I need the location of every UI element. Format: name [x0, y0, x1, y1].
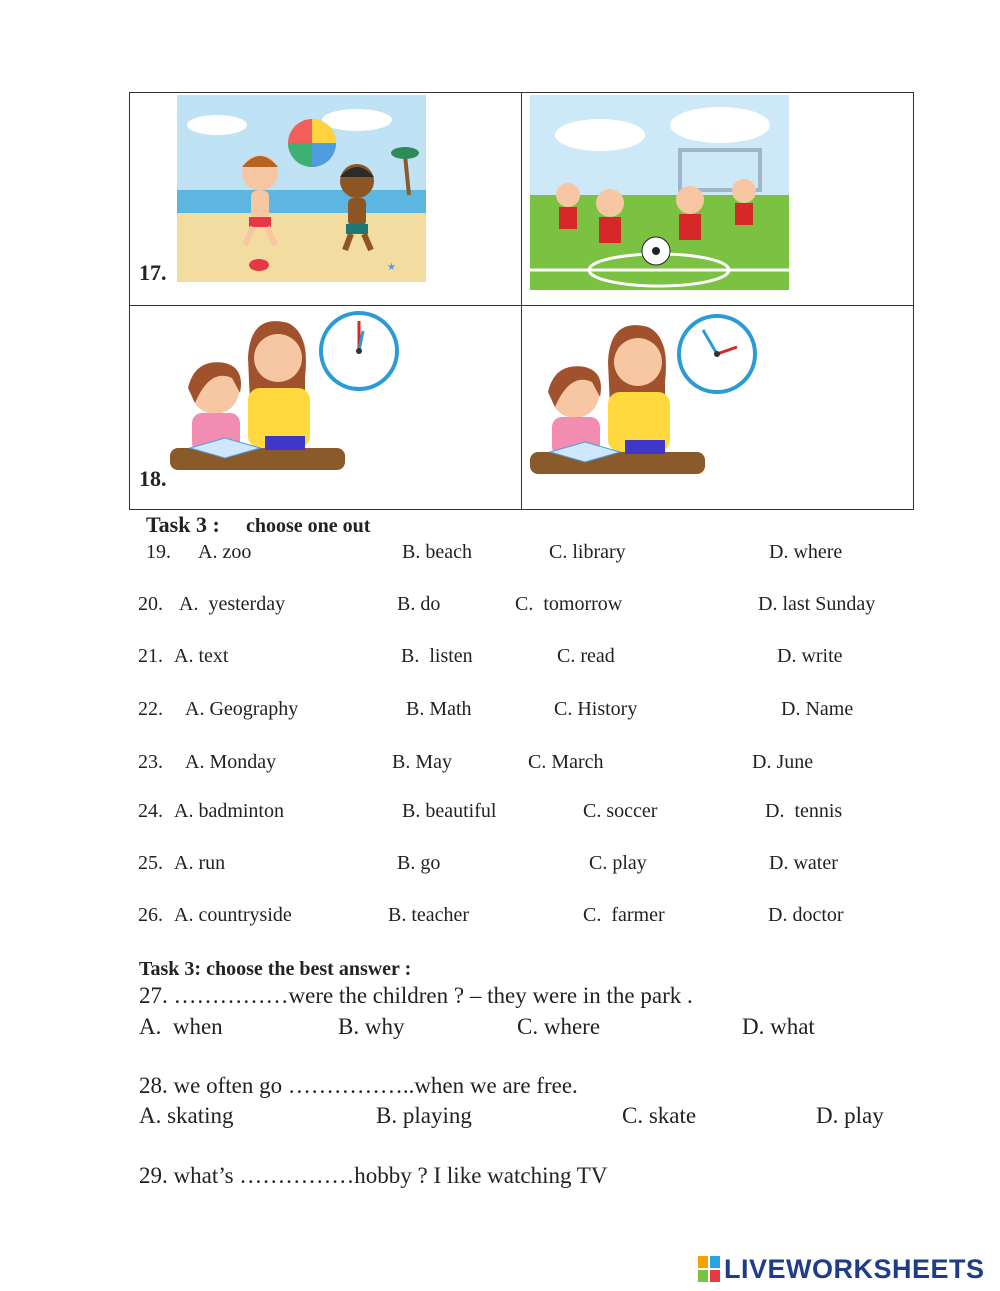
question-18-label: 18.	[139, 466, 167, 491]
q22-option-b: B. Math	[406, 698, 472, 720]
q24-number: 24.	[138, 800, 163, 822]
grid-divider-vertical	[521, 92, 522, 510]
question-17-label: 17.	[139, 260, 167, 285]
q27-option-d: D. what	[742, 1014, 815, 1039]
q29-question: 29. what’s ……………hobby ? I like watching TV	[139, 1163, 608, 1188]
soccer-picture	[530, 95, 789, 290]
task-a-title: Task 3 :	[146, 512, 220, 537]
q27-question: 27. ……………were the children ? – they were in the park .	[139, 983, 693, 1008]
q22-option-a: A. Geography	[185, 698, 299, 720]
q22-option-c: C. History	[554, 698, 638, 720]
q20-number: 20.	[138, 593, 163, 615]
study-picture-right	[530, 312, 760, 492]
q21-option-d: D. write	[777, 645, 843, 667]
grid-divider-horizontal	[129, 305, 914, 306]
q28-question: 28. we often go ……………..when we are free.	[139, 1073, 578, 1098]
q28-option-d: D. play	[816, 1103, 884, 1128]
q26-number: 26.	[138, 904, 163, 926]
study-picture-left	[170, 308, 405, 490]
q27-option-c: C. where	[517, 1014, 601, 1039]
q24-option-b: B. beautiful	[402, 800, 497, 822]
beach-picture	[177, 95, 426, 282]
svg-text:★: ★	[387, 262, 396, 273]
liveworksheets-logo	[698, 1254, 985, 1284]
q19-option-b: B. beach	[402, 541, 472, 563]
task-b-title: Task 3: choose the best answer :	[139, 958, 412, 980]
q20-option-b: B. do	[397, 593, 441, 615]
q28-option-a: A. skating	[139, 1103, 234, 1128]
q26-option-a: A. countryside	[174, 904, 292, 926]
q28-option-c: C. skate	[622, 1103, 697, 1128]
q20-option-d: D. last Sunday	[758, 593, 876, 615]
q23-option-b: B. May	[392, 751, 452, 773]
q22-option-d: D. Name	[781, 698, 854, 720]
q19-option-a: A. zoo	[198, 541, 252, 563]
q24-option-d: D. tennis	[765, 800, 843, 822]
q28-option-b: B. playing	[376, 1103, 472, 1128]
logo-blocks-icon	[698, 1256, 720, 1282]
q27-option-b: B. why	[338, 1014, 405, 1039]
q21-option-a: A. text	[174, 645, 229, 667]
q26-option-d: D. doctor	[768, 904, 844, 926]
brand-name: LIVEWORKSHEETS	[724, 1253, 985, 1284]
q26-option-b: B. teacher	[388, 904, 470, 926]
q25-option-c: C. play	[589, 852, 647, 874]
q21-option-b: B. listen	[401, 645, 473, 667]
q25-option-a: A. run	[174, 852, 226, 874]
q26-option-c: C. farmer	[583, 904, 665, 926]
q25-option-b: B. go	[397, 852, 441, 874]
q25-option-d: D. water	[769, 852, 838, 874]
q25-number: 25.	[138, 852, 163, 874]
q22-number: 22.	[138, 698, 163, 720]
q23-number: 23.	[138, 751, 163, 773]
q21-option-c: C. read	[557, 645, 615, 667]
q19-option-d: D. where	[769, 541, 843, 563]
q20-option-c: C. tomorrow	[515, 593, 623, 615]
task-a-subtitle: choose one out	[246, 515, 371, 537]
q24-option-a: A. badminton	[174, 800, 284, 822]
q23-option-d: D. June	[752, 751, 814, 773]
q19-option-c: C. library	[549, 541, 626, 563]
q23-option-a: A. Monday	[185, 751, 277, 773]
q23-option-c: C. March	[528, 751, 604, 773]
q19-number: 19.	[146, 541, 171, 563]
q24-option-c: C. soccer	[583, 800, 658, 822]
q27-option-a: A. when	[139, 1014, 223, 1039]
q21-number: 21.	[138, 645, 163, 667]
q20-option-a: A. yesterday	[179, 593, 286, 615]
